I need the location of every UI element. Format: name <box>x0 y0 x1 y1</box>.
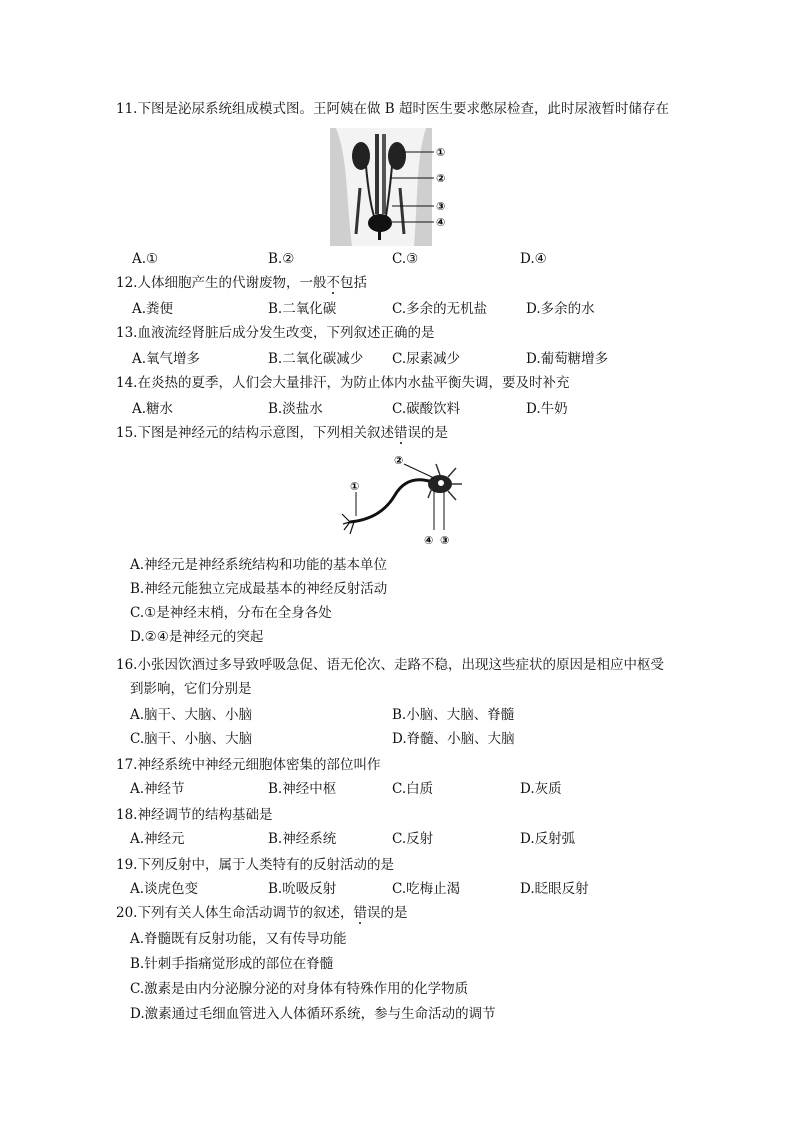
figure-label-3: ③ <box>436 200 446 213</box>
neuron-label-2: ② <box>394 454 404 467</box>
q16-option-a[interactable]: A.脑干、大脑、小脑 <box>130 707 253 723</box>
neuron-diagram <box>340 450 470 550</box>
q13-option-d[interactable]: D.葡萄糖增多 <box>526 351 609 367</box>
q20-stem-emphasis: 错 <box>353 905 367 921</box>
q19-option-c[interactable]: C.吃梅止渴 <box>392 881 461 897</box>
q15-stem-start: 15.下图是神经元的结构示意图，下列相关叙述 <box>116 425 394 441</box>
q11-option-d[interactable]: D.④ <box>520 251 547 267</box>
q12-stem-end: 包括 <box>339 275 367 291</box>
question-20-stem <box>116 904 407 922</box>
urinary-system-diagram <box>330 128 462 246</box>
q18-option-a[interactable]: A.神经元 <box>130 831 185 847</box>
q17-option-a[interactable]: A.神经节 <box>130 781 185 797</box>
q19-option-d[interactable]: D.眨眼反射 <box>520 881 589 897</box>
q20-stem-end: 误的是 <box>366 905 408 921</box>
q20-option-c[interactable]: C.激素是由内分泌腺分泌的对身体有特殊作用的化学物质 <box>130 981 469 997</box>
q16-option-b[interactable]: B.小脑、大脑、脊髓 <box>392 707 515 723</box>
q15-stem-end: 误的是 <box>407 425 448 441</box>
q11-option-c[interactable]: C.③ <box>392 251 419 267</box>
q13-option-a[interactable]: A.氧气增多 <box>132 351 201 367</box>
question-13-stem: 13.血液流经肾脏后成分发生改变，下列叙述正确的是 <box>116 325 435 341</box>
neuron-label-1: ① <box>350 480 360 493</box>
question-19-stem: 19.下列反射中，属于人类特有的反射活动的是 <box>116 857 394 873</box>
q15-stem-emphasis: 错 <box>393 425 408 441</box>
q17-option-b[interactable]: B.神经中枢 <box>268 781 337 797</box>
neuron-figure <box>340 450 470 550</box>
q16-option-c[interactable]: C.脑干、小脑、大脑 <box>130 731 253 747</box>
urinary-system-figure <box>330 128 462 246</box>
q20-option-a[interactable]: A.脊髓既有反射功能，又有传导功能 <box>130 931 347 947</box>
q19-option-b[interactable]: B.吮吸反射 <box>268 881 337 897</box>
q20-stem-start: 20.下列有关人体生命活动调节的叙述， <box>116 905 354 921</box>
question-15-stem <box>116 424 448 442</box>
q12-option-d[interactable]: D.多余的水 <box>526 301 595 317</box>
q13-option-c[interactable]: C.尿素减少 <box>392 351 461 367</box>
q15-option-d[interactable]: D.②④是神经元的突起 <box>130 629 264 645</box>
q18-option-d[interactable]: D.反射弧 <box>520 831 576 847</box>
q14-option-b[interactable]: B.淡盐水 <box>268 401 323 417</box>
neuron-label-4: ④ <box>424 534 434 547</box>
q12-stem-emphasis: 不 <box>326 275 340 291</box>
question-16-stem-line2: 到影响，它们分别是 <box>130 681 252 697</box>
neuron-label-3: ③ <box>440 534 450 547</box>
q14-option-d[interactable]: D.牛奶 <box>526 401 568 417</box>
q18-option-c[interactable]: C.反射 <box>392 831 434 847</box>
q15-option-a[interactable]: A.神经元是神经系统结构和功能的基本单位 <box>130 557 388 573</box>
question-17-stem: 17.神经系统中神经元细胞体密集的部位叫作 <box>116 757 381 773</box>
question-12-stem <box>116 274 367 292</box>
q15-option-b[interactable]: B.神经元能独立完成最基本的神经反射活动 <box>130 581 388 597</box>
q17-option-c[interactable]: C.白质 <box>392 781 434 797</box>
q20-option-d[interactable]: D.激素通过毛细血管进入人体循环系统，参与生命活动的调节 <box>130 1006 496 1022</box>
q12-option-b[interactable]: B.二氧化碳 <box>268 301 337 317</box>
q14-option-c[interactable]: C.碳酸饮料 <box>392 401 461 417</box>
q14-option-a[interactable]: A.糖水 <box>132 401 174 417</box>
question-18-stem: 18.神经调节的结构基础是 <box>116 807 273 823</box>
q18-option-b[interactable]: B.神经系统 <box>268 831 337 847</box>
q11-option-a[interactable]: A.① <box>132 251 159 267</box>
q16-option-d[interactable]: D.脊髓、小脑、大脑 <box>392 731 515 747</box>
question-14-stem: 14.在炎热的夏季，人们会大量排汗，为防止体内水盐平衡失调，要及时补充 <box>116 375 570 391</box>
q17-option-d[interactable]: D.灰质 <box>520 781 562 797</box>
q12-option-c[interactable]: C.多余的无机盐 <box>392 301 488 317</box>
question-16-stem-line1: 16.小张因饮酒过多导致呼吸急促、语无伦次、走路不稳，出现这些症状的原因是相应中枢受 <box>116 657 664 673</box>
figure-label-4: ④ <box>436 216 446 229</box>
q19-option-a[interactable]: A.谈虎色变 <box>130 881 199 897</box>
q12-stem-start: 12.人体细胞产生的代谢废物，一般 <box>116 275 327 291</box>
q11-option-b[interactable]: B.② <box>268 251 295 267</box>
q13-option-b[interactable]: B.二氧化碳减少 <box>268 351 364 367</box>
q20-option-b[interactable]: B.针刺手指痛觉形成的部位在脊髓 <box>130 956 334 972</box>
q12-option-a[interactable]: A.粪便 <box>132 301 174 317</box>
figure-label-2: ② <box>436 172 446 185</box>
question-11-stem: 11.下图是泌尿系统组成模式图。王阿姨在做 B 超时医生要求憋尿检查，此时尿液暂时储存在 <box>116 101 669 117</box>
figure-label-1: ① <box>436 146 446 159</box>
q15-option-c[interactable]: C.①是神经末梢，分布在全身各处 <box>130 605 332 621</box>
